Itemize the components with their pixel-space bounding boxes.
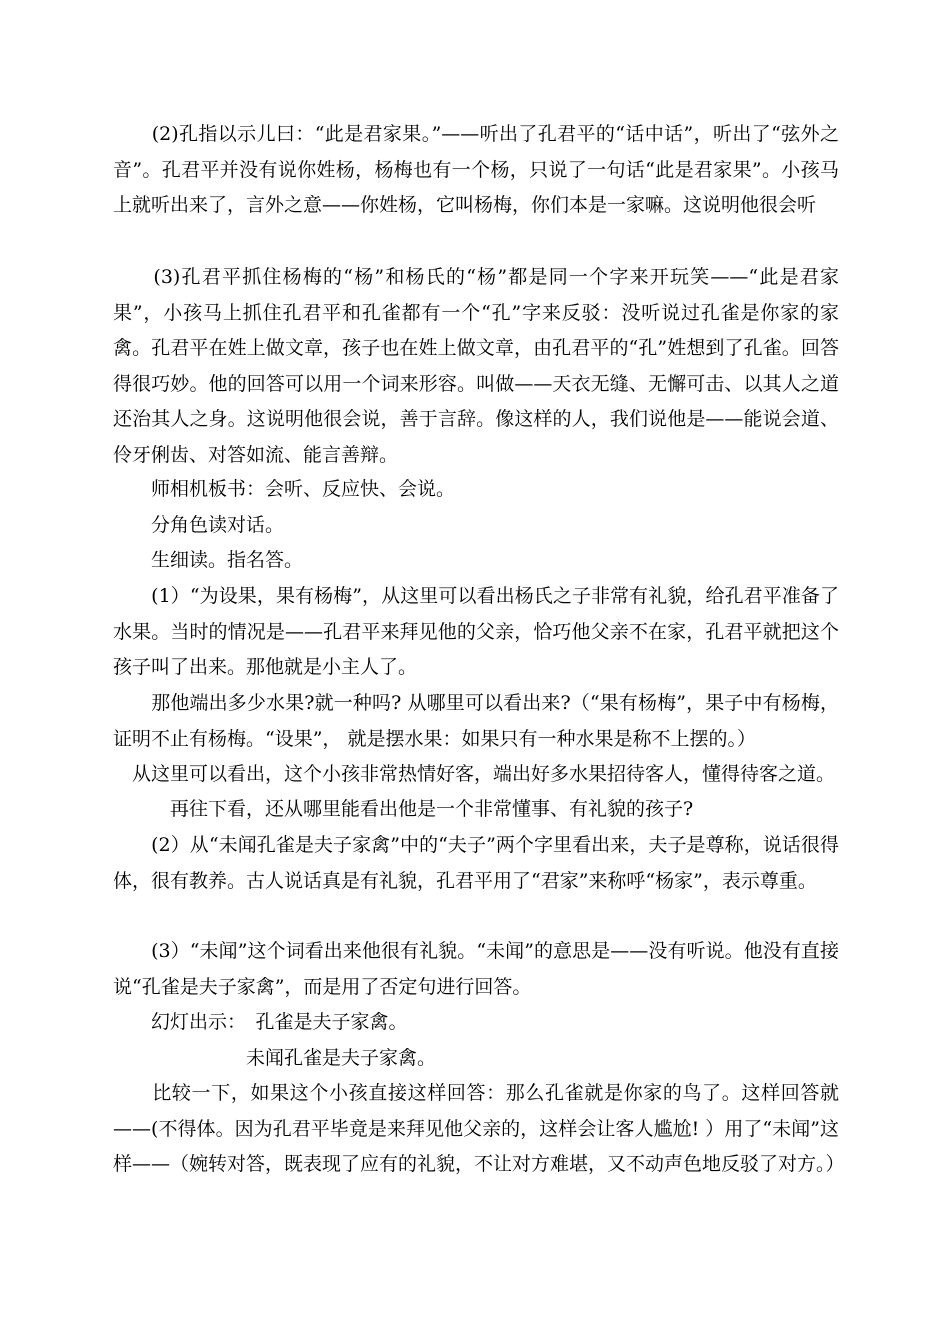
paragraph-9: 再往下看，还从哪里能看出他是一个非常懂事、有礼貌的孩子? bbox=[113, 798, 694, 820]
paragraph-2: (3)孔君平抓住杨梅的“杨”和杨氏的“杨”都是同一个字来开玩笑——“此是君家果”，小孩马上抓住孔君平和孔雀都有一个“孔”字来反驳：没听说过孔雀是你家的家禽。孔君平在姓上做文章，孩子也在姓上做文章，由孔君平的“孔”姓想到了孔雀。回答得很巧妙。他的回答可以用一个词来形容。叫做——天衣无缝、无懈可击、以其人之道还治其人之身。这说明他很会说，善于言辞。像这样的人，我们说他是——能说会道、伶牙俐齿、对答如流、能言善辩。 bbox=[113, 266, 839, 466]
paragraph-12: 幻灯出示： 孔雀是夫子家禽。 bbox=[113, 1011, 408, 1033]
paragraph-7: 那他端出多少水果?就一种吗? 从哪里可以看出来?（“果有杨梅”，果子中有杨梅，证明不止有杨梅。“设果”， 就是摆水果：如果只有一种水果是称不上摆的。） bbox=[113, 692, 839, 750]
paragraph-10: (2）从“未闻孔雀是夫子家禽”中的“夫子”两个字里看出来，夫子是尊称，说话很得体，很有教养。古人说话真是有礼貌，孔君平用了“君家”来称呼“杨家”，表示尊重。 bbox=[113, 834, 839, 892]
paragraph-13: 未闻孔雀是夫子家禽。 bbox=[113, 1047, 437, 1069]
paragraph-1: (2)孔指以示儿曰：“此是君家果。”——听出了孔君平的“话中话”，听出了“弦外之音”。孔君平并没有说你姓杨，杨梅也有一个杨，只说了一句话“此是君家果”。小孩马上就听出来了，言外之意——你姓杨，它叫杨梅，你们本是一家嘛。这说明他很会听 bbox=[113, 123, 839, 216]
paragraph-11: (3）“未闻”这个词看出来他很有礼貌。“未闻”的意思是——没有听说。他没有直接说“孔雀是夫子家禽”，而是用了否定句进行回答。 bbox=[113, 940, 839, 998]
paragraph-3: 师相机板书：会听、反应快、会说。 bbox=[113, 478, 456, 500]
paragraph-4: 分角色读对话。 bbox=[113, 514, 285, 536]
paragraph-14: 比较一下，如果这个小孩直接这样回答：那么孔雀就是你家的鸟了。这样回答就——(不得体。因为孔君平毕竟是来拜见他父亲的，这样会让客人尴尬! ）用了“未闻”这样——（婉转对答，既表现了应有的礼貌，不让对方难堪，又不动声色地反驳了对方。） bbox=[113, 1082, 845, 1175]
paragraph-5: 生细读。指名答。 bbox=[113, 549, 304, 571]
paragraph-6: (1）“为设果，果有杨梅”，从这里可以看出杨氏之子非常有礼貌，给孔君平准备了水果。当时的情况是——孔君平来拜见他的父亲，恰巧他父亲不在家，孔君平就把这个孩子叫了出来。那他就是小主人了。 bbox=[113, 585, 839, 678]
paragraph-8: 从这里可以看出，这个小孩非常热情好客，端出好多水果招待客人，懂得待客之道。 bbox=[113, 763, 836, 785]
